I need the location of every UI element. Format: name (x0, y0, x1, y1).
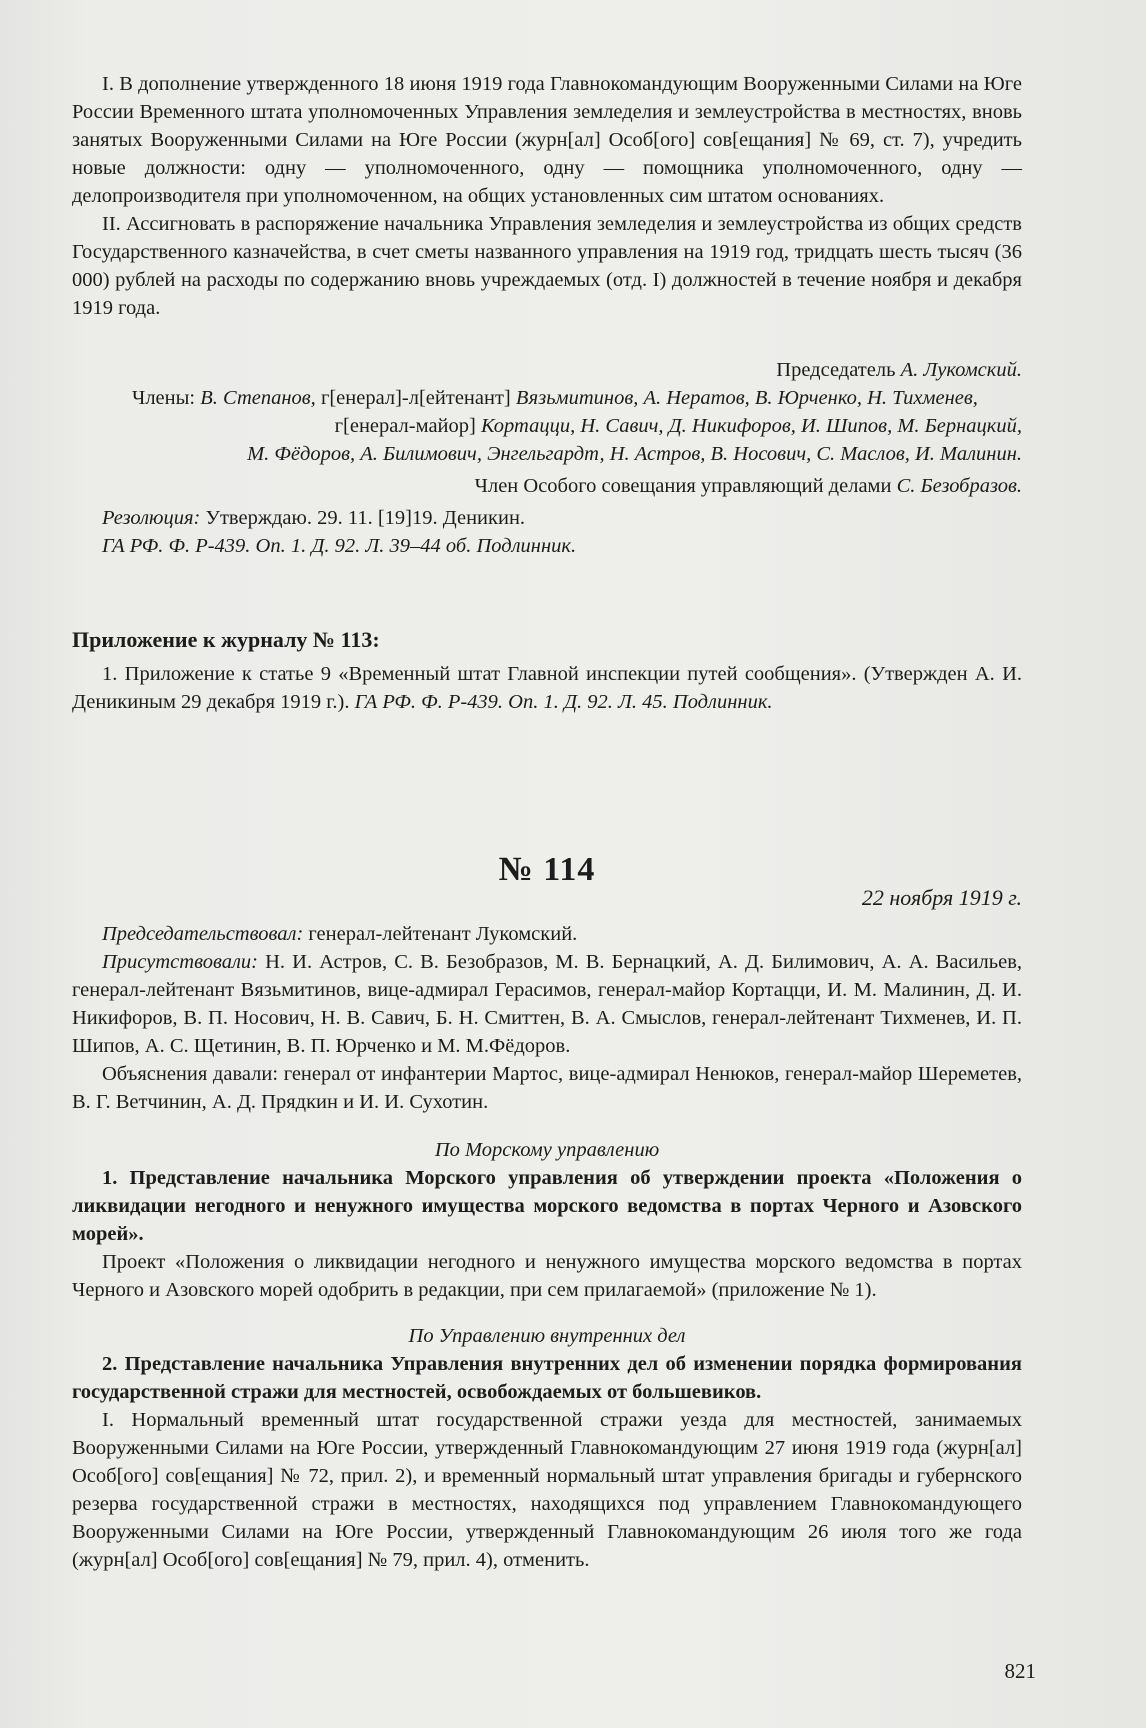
journal-113-ending (72, 70, 1022, 560)
item-1-title: 1. Представление начальника Морского управления об утверждении проекта «Положения о ликвидации негодного и ненужного имущества морского ведомства в портах Черного и Азовского морей». (72, 1167, 1022, 1245)
annex-item: 1. Приложение к статье 9 «Временный штат Главной инспекции путей сообщения». (Утвержден А. И. Деникиным 29 декабря 1919 г.). ГА РФ. Ф. Р-439. Оп. 1. Д. 92. Л. 45. Подлинник. (72, 663, 1022, 713)
document-114 (72, 851, 1023, 1574)
annex-title: Приложение к журналу № 113: (72, 627, 380, 652)
section-heading-naval: По Морскому управлению (434, 1139, 660, 1161)
item-1-text: Проект «Положения о ликвидации негодного и ненужного имущества морского ведомства в портах Черного и Азовского морей одобрить в редакции, при сем прилагаемой» (приложение № 1). (72, 1251, 1022, 1301)
annex-block (72, 626, 1022, 716)
resolution: Резолюция: Утверждаю. 29. 11. [19]19. Деникин. (102, 507, 526, 529)
present-list: Присутствовали: Н. И. Астров, С. В. Безобразов, М. В. Бернацкий, А. Д. Билимович, А. А. Васильев, генерал-лейтенант Вязьмитинов, вице-адмирал Герасимов, генерал-майор Кортацци, И. М. Малинин, Д. И. Никифоров, В. П. Носович, Н. В. Савич, Б. Н. Смиттен, В. А. Смыслов, генерал-лейтенант Тихменев, И. П. Шипов, А. С. Щетинин, В. П. Юрченко и М. М.Фёдоров. (72, 951, 1023, 1057)
signature-members-line2: г[енерал-майор] Кортацци, Н. Савич, Д. Никифоров, И. Шипов, М. Бернацкий, (334, 415, 1022, 437)
explanations-line: Объяснения давали: генерал от инфантерии Мартос, вице-адмирал Ненюков, генерал-майор Шереметев, В. Г. Ветчинин, А. Д. Прядкин и И. И. Сухотин. (72, 1063, 1022, 1113)
paragraph-i: I. В дополнение утвержденного 18 июня 1919 года Главнокомандующим Вооруженными Силами на Юге России Временного штата уполномоченных Управления земледелия и землеустройства в местностях, вновь занятых Вооруженными Силами на Юге России (журн[ал] Особ[ого] сов[ещания] № 69, ст. 7), учредить новые должности: одну — уполномоченного, одну — помощника уполномоченного, одну — делопроизводителя при уполномоченном, на общих установленных сим штатом основаниях. (72, 73, 1022, 207)
signature-members-line1: Члены: В. Степанов, г[енерал]-л[ейтенант] Вязьмитинов, А. Нератов, В. Юрченко, Н. Тихменев, (132, 387, 978, 409)
presided-line: Председательствовал: генерал-лейтенант Лукомский. (102, 923, 578, 945)
document-number: № 114 (498, 851, 596, 888)
item-2-text: I. Нормальный временный штат государственной стражи уезда для местностей, занимаемых Вооруженными Силами на Юге России, утвержденный Главнокомандующим 27 июня 1919 года (журн[ал] Особ[ого] сов[ещания] № 72, прил. 2), и временный нормальный штат управления бригады и губернского резерва государственной стражи в местностях, находящихся под управлением Главнокомандующего Вооруженными Силами на Юге России, утвержденный Главнокомандующим 26 июля того же года (журн[ал] Особ[ого] сов[ещания] № 79, прил. 4), отменить. (72, 1409, 1022, 1571)
signature-members-line3: М. Фёдоров, А. Билимович, Энгельгардт, Н. Астров, В. Носович, С. Маслов, И. Малинин. (247, 443, 1022, 465)
item-2-title: 2. Представление начальника Управления внутренних дел об изменении порядка формирования государственной стражи для местностей, освобождаемых от большевиков. (72, 1353, 1022, 1403)
paragraph-ii: II. Ассигновать в распоряжение начальника Управления земледелия и землеустройства из общих средств Государственного казначейства, в счет сметы названного управления на 1919 год, тридцать шесть тысяч (36 000) рублей на расходы по содержанию вновь учреждаемых (отд. I) должностей в течение ноября и декабря 1919 года. (72, 213, 1022, 319)
document-date: 22 ноября 1919 г. (861, 885, 1022, 910)
signature-clerk: Член Особого совещания управляющий делами С. Безобразов. (474, 475, 1022, 497)
section-heading-internal: По Управлению внутренних дел (408, 1325, 686, 1347)
signature-chairman: Председатель А. Лукомский. (776, 359, 1022, 381)
archive-reference-1: ГА РФ. Ф. Р-439. Оп. 1. Д. 92. Л. 39–44 об. Подлинник. (102, 535, 577, 557)
page-number: 821 (1004, 1659, 1036, 1683)
